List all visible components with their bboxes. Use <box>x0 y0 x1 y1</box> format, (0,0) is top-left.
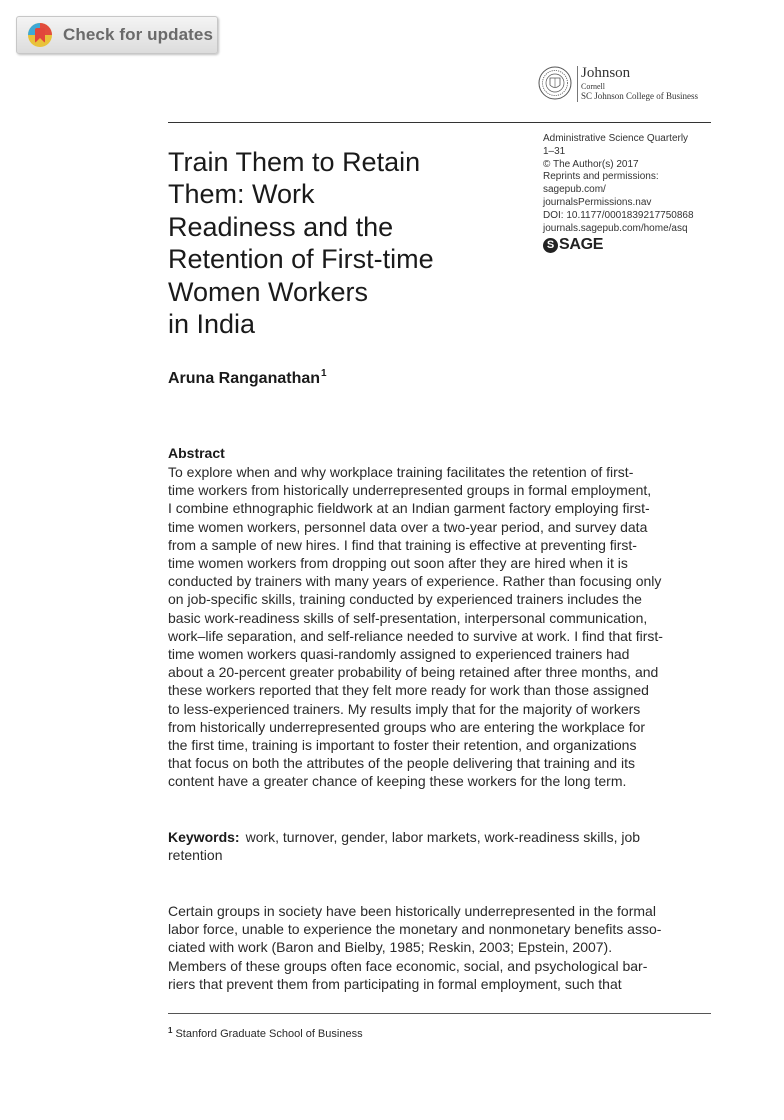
bookmark-ribbon-icon <box>27 22 53 48</box>
sage-mark-icon: S <box>543 238 558 253</box>
abstract-line: time workers from historically underrepresented groups in formal employment, <box>168 482 652 499</box>
abstract-line: conducted by trainers with many years of experience. Rather than focusing only <box>168 573 662 590</box>
keywords-line <box>168 828 728 846</box>
abstract-line: on job-specific skills, training conducted by experienced trainers includes the <box>168 591 642 608</box>
intro-line: Certain groups in society have been historically underrepresented in the formal <box>168 903 656 919</box>
sage-wordmark: SAGE <box>559 236 604 254</box>
abstract-line: from historically underrepresented groups who are entering the workplace for <box>168 718 646 735</box>
reprints-label: Reprints and permissions: <box>543 171 659 183</box>
journal-info <box>543 133 723 253</box>
title-line: Readiness and the <box>168 211 394 242</box>
abstract-body <box>168 463 728 791</box>
intro-line: labor force, unable to experience the monetary and nonmonetary benefits asso- <box>168 921 662 938</box>
title-line: Train Them to Retain <box>168 147 421 177</box>
cornell-seal-icon <box>538 66 572 100</box>
doi[interactable]: DOI: 10.1177/0001839217750868 <box>543 209 694 221</box>
abstract-line: from a sample of new hires. I find that training is effective at preventing first- <box>168 536 637 553</box>
intro-paragraph <box>168 902 728 993</box>
intro-line: riers that prevent them from participating in formal employment, such that <box>168 975 622 992</box>
check-for-updates-label: Check for updates <box>63 25 214 44</box>
abstract-line: To explore when and why workplace training facilitates the retention of first- <box>168 464 634 480</box>
copyright: © The Author(s) 2017 <box>543 158 639 170</box>
abstract-line: I combine ethnographic fieldwork at an Indian garment factory employing first- <box>168 500 650 517</box>
keywords <box>168 828 728 864</box>
article-title <box>168 146 508 340</box>
page-range: 1–31 <box>543 145 566 157</box>
abstract-line: these workers reported that they felt more ready for work than those assigned <box>168 682 649 699</box>
abstract-line: content have a greater chance of keeping these workers for the long term. <box>168 773 627 790</box>
title-line: Women Workers <box>168 276 369 307</box>
author-name: Aruna Ranganathan <box>168 370 321 387</box>
author <box>168 368 327 388</box>
abstract-line: to less-experienced trainers. My results imply that for the majority of workers <box>168 700 641 717</box>
keywords-line-2: retention <box>168 847 223 864</box>
affiliation-mark: 1 <box>321 368 327 379</box>
abstract-heading: Abstract <box>168 445 225 461</box>
footnote <box>168 1026 363 1040</box>
title-line: in India <box>168 309 256 340</box>
check-for-updates-badge[interactable] <box>16 16 218 54</box>
header-rule <box>168 122 711 123</box>
intro-line: Members of these groups often face economic, social, and psychological bar- <box>168 957 648 974</box>
footnote-text: Stanford Graduate School of Business <box>175 1028 363 1040</box>
abstract-line: time women workers, personnel data over a two-year period, and survey data <box>168 518 648 535</box>
journal-name: Administrative Science Quarterly <box>543 133 689 144</box>
abstract-line: about a 20-percent greater probability of being retained after three months, and <box>168 664 659 681</box>
logo-cornell-text: Cornell <box>581 82 605 91</box>
footnote-mark: 1 <box>168 1026 173 1035</box>
abstract-line: that focus on both the attributes of the people delivering that training and its <box>168 755 635 772</box>
journal-url[interactable]: journals.sagepub.com/home/asq <box>543 222 688 234</box>
logo-johnson-text: Johnson <box>581 65 631 81</box>
sage-logo <box>543 238 723 253</box>
abstract-line: time women workers from dropping out soon after they are hired when it is <box>168 555 628 572</box>
logo-college-text: SC Johnson College of Business <box>581 91 699 101</box>
title-line: Retention of First-time <box>168 244 434 275</box>
reprints-link[interactable]: sagepub.com/ <box>543 184 606 196</box>
title-line: Them: Work <box>168 179 315 210</box>
logo-divider <box>577 66 578 102</box>
johnson-logo <box>538 66 718 106</box>
abstract-line: time women workers quasi-randomly assigned to experienced trainers had <box>168 646 630 663</box>
keywords-label: Keywords: <box>168 829 240 845</box>
abstract-line: the first time, training is important to foster their retention, and organizations <box>168 737 637 754</box>
abstract-line: work–life separation, and self-reliance needed to survive at work. I find that first- <box>168 627 663 644</box>
keywords-list: work, turnover, gender, labor markets, work-readiness skills, job <box>245 829 641 845</box>
abstract-line: basic work-readiness skills of self-presentation, interpersonal communication, <box>168 609 648 626</box>
reprints-link-cont[interactable]: journalsPermissions.nav <box>543 196 652 208</box>
footnote-rule <box>168 1013 711 1014</box>
intro-line: ciated with work (Baron and Bielby, 1985; Reskin, 2003; Epstein, 2007). <box>168 939 613 956</box>
